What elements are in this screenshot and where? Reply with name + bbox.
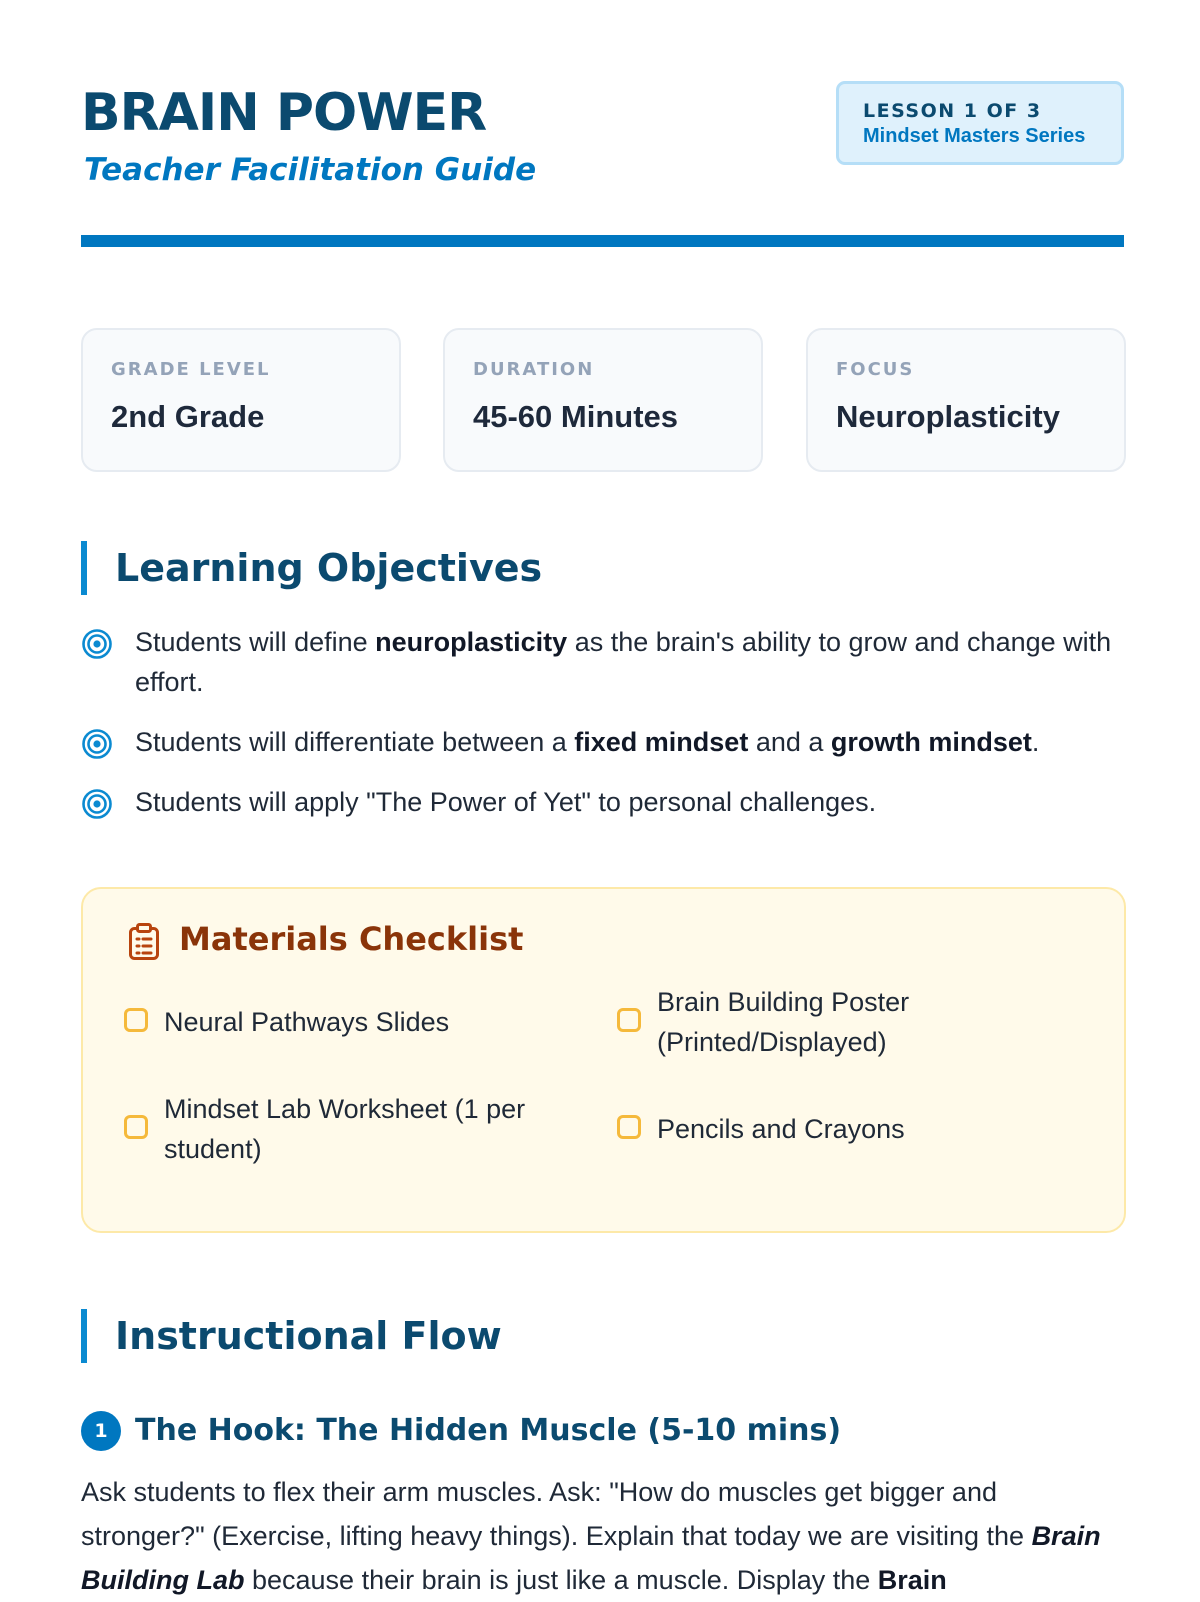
- materials-checklist-box: [81, 887, 1126, 1233]
- objective-item: [81, 622, 1126, 702]
- objective-item: [81, 722, 1126, 762]
- step-text: because their brain is just like a muscle. Display the: [244, 1565, 878, 1595]
- objective-text: Students will apply "The Power of Yet" to personal challenges.: [135, 787, 877, 817]
- clipboard-icon: [128, 923, 160, 961]
- objective-text: and a: [748, 727, 831, 757]
- instructional-flow-heading: Instructional Flow: [81, 1309, 502, 1363]
- step-emphasis: Brain: [877, 1565, 947, 1595]
- objective-term: fixed mindset: [574, 727, 749, 757]
- page-title: BRAIN POWER: [81, 83, 487, 143]
- card-label: DURATION: [473, 359, 595, 380]
- step-emphasis: Brain Building Lab: [81, 1521, 1101, 1595]
- step-number-badge: 1: [81, 1411, 121, 1451]
- objective-text: Students will define: [135, 627, 376, 657]
- checkbox[interactable]: [617, 1008, 641, 1032]
- series-name: Mindset Masters Series: [863, 125, 1086, 147]
- checklist-item-label: Neural Pathways Slides: [164, 1007, 450, 1037]
- card-value: Neuroplasticity: [836, 399, 1060, 434]
- lesson-badge: [836, 81, 1124, 165]
- checkbox[interactable]: [617, 1115, 641, 1139]
- card-value: 2nd Grade: [111, 399, 265, 434]
- focus-card: [806, 328, 1126, 472]
- objectives-list: [81, 622, 1126, 842]
- objective-text: as the brain's ability to grow and change with effort.: [135, 627, 1112, 697]
- checklist-item-label: Mindset Lab Worksheet (1 per student): [164, 1094, 526, 1164]
- materials-heading: Materials Checklist: [179, 920, 524, 958]
- page-subtitle: Teacher Facilitation Guide: [84, 152, 537, 188]
- checkbox[interactable]: [124, 1008, 148, 1032]
- step-text: Ask students to flex their arm muscles. Ask: "How do muscles get bigger and stronger?" (Exercise, lifting heavy things). Explain that today we are visiting the: [81, 1477, 1032, 1551]
- step-title: The Hook: The Hidden Muscle (5-10 mins): [135, 1413, 842, 1448]
- lesson-number: LESSON 1 OF 3: [863, 100, 1042, 122]
- objective-text: .: [1031, 727, 1040, 757]
- card-label: GRADE LEVEL: [111, 359, 271, 380]
- target-icon: [81, 728, 113, 760]
- card-label: FOCUS: [836, 359, 915, 380]
- checklist-item[interactable]: [617, 982, 987, 1062]
- target-icon: [81, 788, 113, 820]
- checklist-item-label: Brain Building Poster (Printed/Displayed): [657, 987, 910, 1057]
- checklist-item-label: Pencils and Crayons: [657, 1114, 905, 1144]
- objective-text: Students will differentiate between a: [135, 727, 575, 757]
- objective-term: growth mindset: [830, 727, 1032, 757]
- objective-item: [81, 782, 1126, 822]
- checklist-item[interactable]: [124, 1089, 564, 1169]
- header-divider: [81, 235, 1124, 247]
- target-icon: [81, 628, 113, 660]
- step-description: [81, 1470, 1126, 1602]
- grade-level-card: [81, 328, 401, 472]
- checkbox[interactable]: [124, 1115, 148, 1139]
- duration-card: [443, 328, 763, 472]
- objective-term: neuroplasticity: [375, 627, 568, 657]
- checklist-item[interactable]: [124, 1002, 584, 1042]
- checklist-item[interactable]: [617, 1109, 1077, 1149]
- learning-objectives-heading: Learning Objectives: [81, 541, 542, 595]
- card-value: 45-60 Minutes: [473, 399, 679, 434]
